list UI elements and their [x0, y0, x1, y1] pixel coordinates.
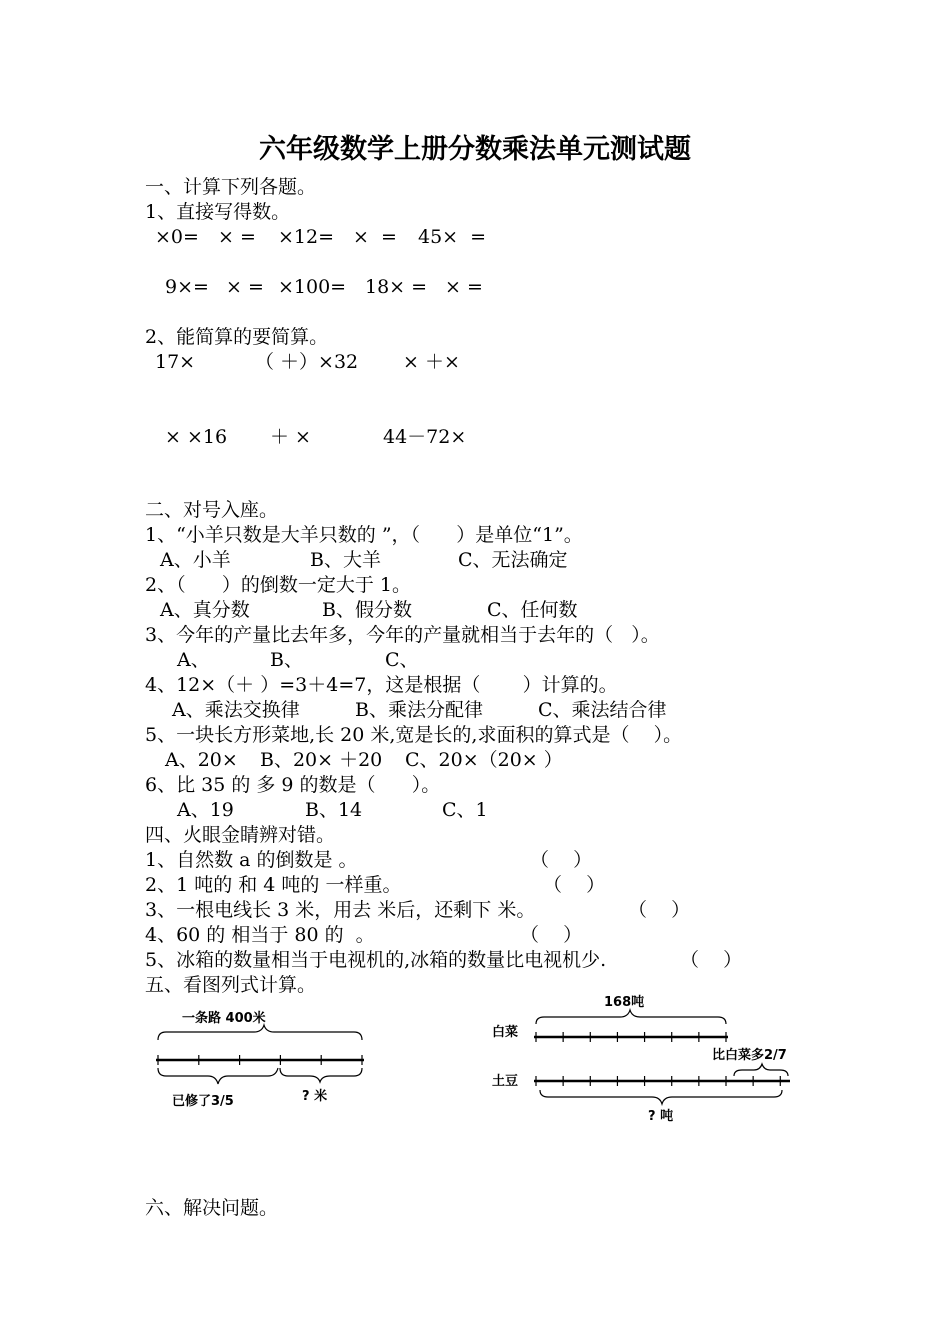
remaining-label: ? 米: [302, 1089, 328, 1104]
s2-q4-opt-a: A、乘法交换律: [172, 699, 300, 721]
q2-r1-item1: 17×: [155, 351, 196, 373]
s2-q4: 4、12×（＋ ）=3＋4=7，这是根据（ ）计算的。: [145, 674, 618, 696]
s2-q1-opt-a: A、小羊: [160, 549, 231, 571]
s2-q2-opt-b: B、假分数: [322, 599, 412, 621]
s2-q5: 5、一块长方形菜地,长 20 米,宽是长的,求面积的算式是（ ）。: [145, 724, 683, 746]
cabbage-row-label: 白菜: [492, 1025, 519, 1040]
s4-item-4-mark: （ ）: [520, 924, 583, 946]
q1-r1-item4: × =: [353, 226, 397, 248]
extra-label: 比白菜多2/7: [712, 1048, 787, 1063]
s2-q2-opt-a: A、真分数: [160, 599, 250, 621]
potato-total-label: ? 吨: [648, 1109, 674, 1124]
repaired-label: 已修了3/5: [172, 1094, 234, 1109]
q2-r2-item3: 44－72×: [383, 426, 467, 448]
s2-q2: 2、（ ）的倒数一定大于 1。: [145, 574, 411, 596]
page-title: 六年级数学上册分数乘法单元测试题: [259, 134, 691, 165]
q2-r2-item1: × ×16: [165, 426, 228, 448]
q1-r2-item3: ×100=: [278, 276, 347, 298]
s4-item-3: 3、一根电线长 3 米，用去 米后，还剩下 米。: [145, 899, 536, 921]
section-4-heading: 四、火眼金睛辨对错。: [145, 824, 336, 846]
remaining-brace: [280, 1068, 362, 1082]
s2-q6-opt-a: A、19: [177, 799, 234, 821]
q1-r1-item3: ×12=: [278, 226, 335, 248]
s2-q1: 1、“小羊只数是大羊只数的 ”，（ ）是单位“1”。: [145, 524, 583, 546]
s4-item-3-mark: （ ）: [628, 899, 691, 921]
road-total-label: 一条路 400米: [182, 1011, 266, 1026]
s2-q2-opt-c: C、任何数: [487, 599, 578, 621]
q1-r1-item5: 45× =: [418, 226, 487, 248]
s2-q3-opt-a: A、: [177, 649, 210, 671]
cabbage-total-label: 168吨: [604, 995, 645, 1010]
s4-item-5-mark: （ ）: [680, 949, 743, 971]
s4-item-2-mark: （ ）: [543, 874, 606, 896]
s2-q1-opt-c: C、无法确定: [458, 549, 568, 571]
s4-item-2: 2、1 吨的 和 4 吨的 一样重。: [145, 874, 402, 896]
s4-item-5: 5、冰箱的数量相当于电视机的,冰箱的数量比电视机少.: [145, 949, 607, 971]
road-total-brace: [158, 1025, 362, 1040]
extra-brace: [734, 1064, 788, 1076]
s4-item-1: 1、自然数 a 的倒数是 。: [145, 849, 358, 871]
s2-q5-opt-c: C、20×（20× ）: [405, 749, 563, 771]
s2-q3: 3、今年的产量比去年多，今年的产量就相当于去年的（ ）。: [145, 624, 660, 646]
section-2-heading: 二、对号入座。: [145, 499, 279, 521]
road-diagram: [150, 1000, 375, 1115]
s2-q4-opt-b: B、乘法分配律: [355, 699, 483, 721]
q1-r1-item2: × =: [218, 226, 256, 248]
q2-r1-item2: （ ＋）×32: [255, 351, 359, 373]
q1-title: 1、直接写得数。: [145, 201, 291, 223]
s2-q5-opt-a: A、20×: [165, 749, 238, 771]
q2-r2-item2: ＋ ×: [270, 426, 311, 448]
q2-r1-item3: × ＋×: [403, 351, 460, 373]
section-5-heading: 五、看图列式计算。: [145, 974, 317, 996]
section-1-heading: 一、计算下列各题。: [145, 176, 317, 198]
s2-q6: 6、比 35 的 多 9 的数是（ ）。: [145, 774, 441, 796]
q1-r1-item1: ×0=: [155, 226, 199, 248]
s2-q3-opt-c: C、: [385, 649, 419, 671]
s2-q5-opt-b: B、20× ＋20: [260, 749, 383, 771]
cabbage-brace: [536, 1010, 726, 1024]
s2-q3-opt-b: B、: [270, 649, 303, 671]
section-6-heading: 六、解决问题。: [145, 1197, 279, 1219]
potato-row-label: 土豆: [492, 1074, 519, 1089]
s2-q1-opt-b: B、大羊: [310, 549, 381, 571]
s2-q4-opt-c: C、乘法结合律: [538, 699, 667, 721]
q1-r2-item5: × =: [445, 276, 483, 298]
cabbage-potato-diagram: [488, 990, 808, 1130]
q2-title: 2、能简算的要简算。: [145, 326, 329, 348]
repaired-brace: [158, 1068, 278, 1084]
potato-brace: [540, 1090, 782, 1104]
s4-item-4: 4、60 的 相当于 80 的 。: [145, 924, 375, 946]
q1-r2-item1: 9×=: [165, 276, 209, 298]
q1-r2-item4: 18× =: [365, 276, 428, 298]
s2-q6-opt-c: C、1: [442, 799, 488, 821]
s2-q6-opt-b: B、14: [305, 799, 363, 821]
s4-item-1-mark: （ ）: [530, 849, 593, 871]
q1-r2-item2: × =: [226, 276, 264, 298]
